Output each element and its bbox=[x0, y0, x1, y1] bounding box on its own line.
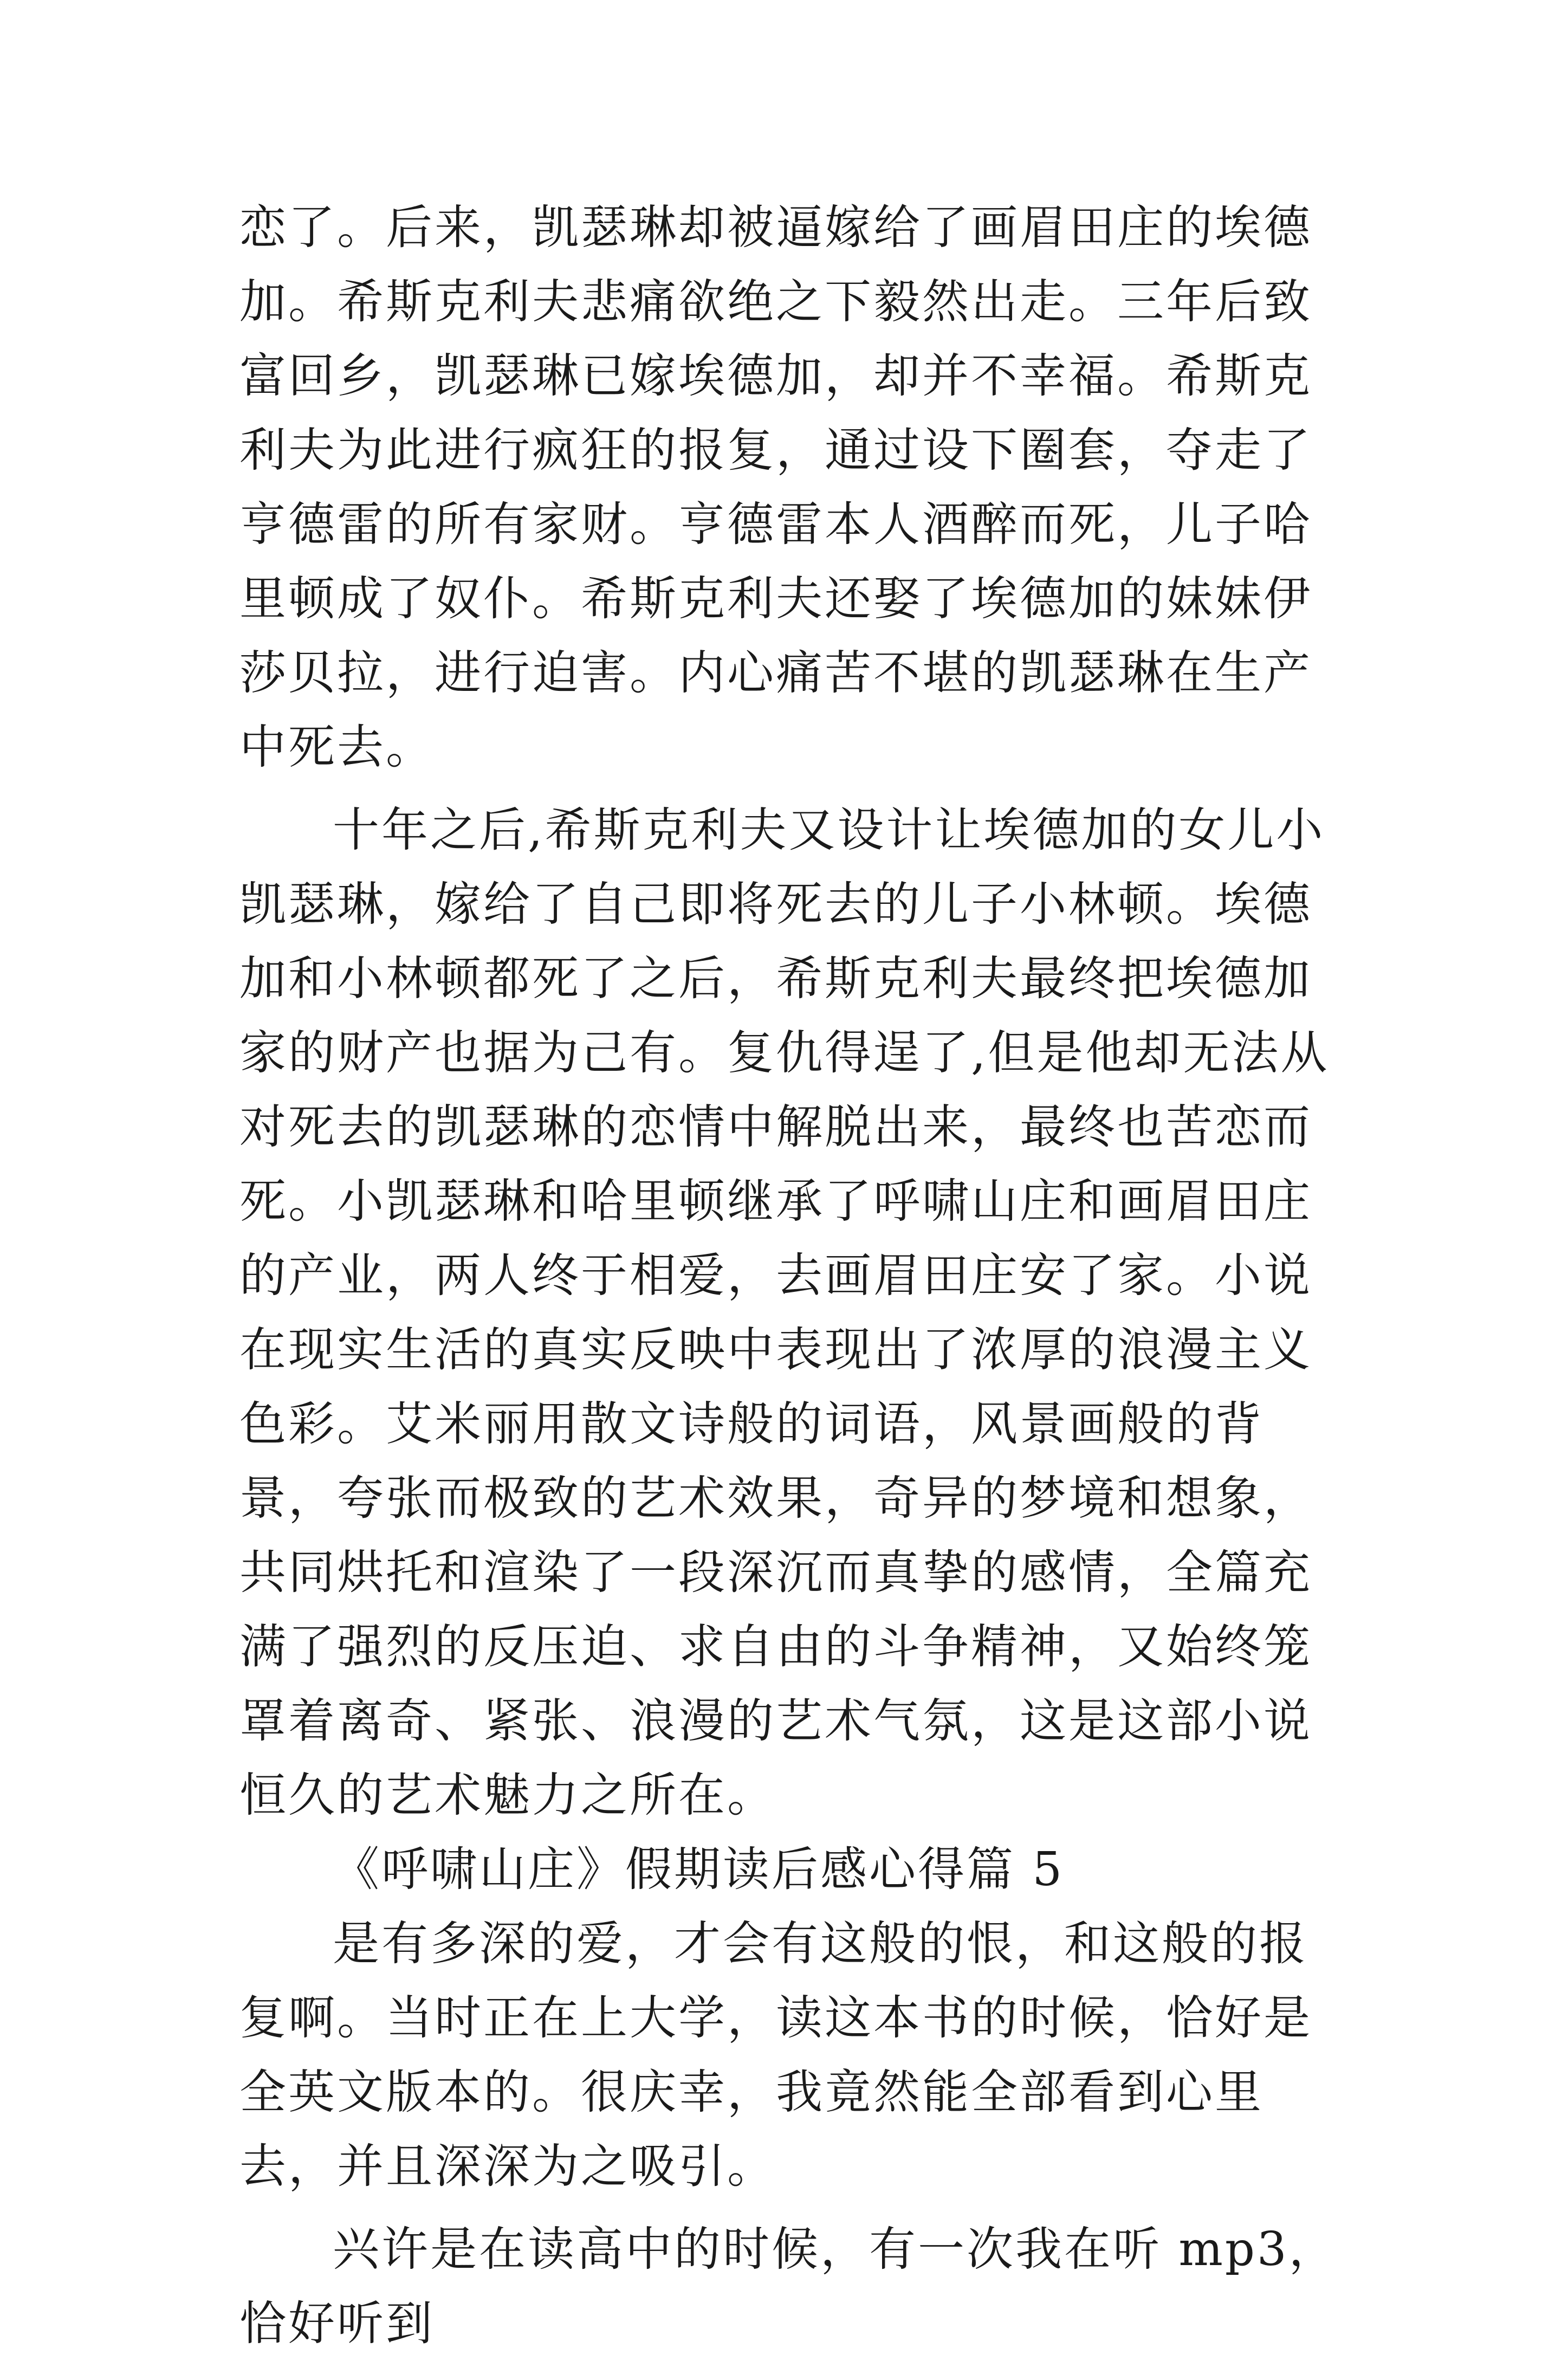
paragraph-continuation: 恋了。后来，凯瑟琳却被逼嫁给了画眉田庄的埃德加。希斯克利夫悲痛欲绝之下毅然出走。三年后致富回乡，凯瑟琳已嫁埃德加，却并不幸福。希斯克利夫为此进行疯狂的报复，通过设下圈套，夺走了亨德雷的所有家财。亨德雷本人酒醉而死，儿子哈里顿成了奴仆。希斯克利夫还娶了埃德加的妹妹伊莎贝拉，进行迫害。内心痛苦不堪的凯瑟琳在生产中死去。 bbox=[239, 200, 1312, 774]
section-heading: 《呼啸山庄》假期读后感心得篇 5 bbox=[333, 1842, 1065, 1897]
document-body bbox=[239, 191, 1350, 2361]
paragraph-high-school: 兴许是在读高中的时候，有一次我在听 mp3，恰好听到 bbox=[239, 2222, 1338, 2351]
paragraph-deep-love: 是有多深的爱，才会有这般的恨，和这般的报复啊。当时正在上大学，读这本书的时候，恰好是全英文版本的。很庆幸，我竟然能全部看到心里去，并且深深为之吸引。 bbox=[239, 1917, 1312, 2194]
paragraph-ten-years-later: 十年之后,希斯克利夫又设计让埃德加的女儿小凯瑟琳，嫁给了自己即将死去的儿子小林顿。埃德加和小林顿都死了之后，希斯克利夫最终把埃德加家的财产也据为己有。复仇得逞了,但是他却无法从对死去的凯瑟琳的恋情中解脱出来，最终也苦恋而死。小凯瑟琳和哈里顿继承了呼啸山庄和画眉田庄的产业，两人终于相爱，去画眉田庄安了家。小说在现实生活的真实反映中表现出了浓厚的浪漫主义色彩。艾米丽用散文诗般的词语，风景画般的背景，夸张而极致的艺术效果，奇异的梦境和想象，共同烘托和渲染了一段深沉而真挚的感情，全篇充满了强烈的反压迫、求自由的斗争精神，又始终笼罩着离奇、紧张、浪漫的艺术气氛，这是这部小说恒久的艺术魅力之所在。 bbox=[239, 803, 1330, 1822]
